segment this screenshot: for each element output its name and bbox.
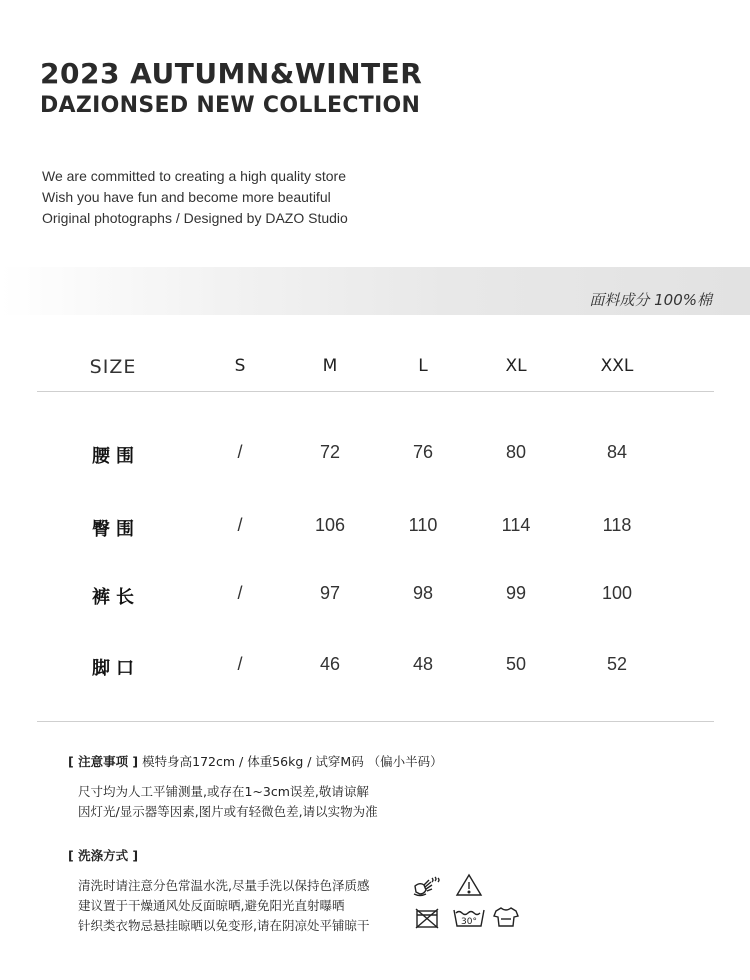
cell-value: 80 <box>505 442 527 462</box>
wash-line: 清洗时请注意分色常温水洗,尽量手洗以保持色泽质感 <box>78 878 370 893</box>
header-xxl: XXL <box>600 356 634 376</box>
cell-value: 76 <box>412 442 434 462</box>
row-label: 臀围 <box>92 519 140 540</box>
title-line-2: DAZIONSED NEW COLLECTION <box>40 93 421 118</box>
no-bleach-icon <box>414 906 440 935</box>
table-row-hem <box>37 654 714 684</box>
intro-line: Wish you have fun and become more beautiful <box>42 189 331 205</box>
row-label: 腰围 <box>92 446 140 467</box>
intro-line: We are committed to creating a high quality store <box>42 168 347 184</box>
cell-value: 98 <box>412 583 434 603</box>
wash-line: 针织类衣物忌悬挂晾晒以免变形,请在阴凉处平铺晾干 <box>78 918 370 933</box>
measure-line: 尺寸均为人工平铺测量,或存在1~3cm误差,敬请谅解 <box>78 784 369 799</box>
attention-title: [ 注意事项 ] <box>68 754 139 769</box>
cell-value: / <box>237 654 243 674</box>
size-table-header <box>37 344 714 392</box>
wash-line: 建议置于干燥通风处反面晾晒,避免阳光直射曝晒 <box>78 898 345 913</box>
cell-value: 97 <box>319 583 341 603</box>
cell-value: / <box>237 583 243 603</box>
row-label: 脚口 <box>92 658 140 679</box>
size-table <box>37 344 714 722</box>
header-size: SIZE <box>89 356 137 378</box>
cell-value: / <box>237 442 243 462</box>
cell-value: 48 <box>412 654 434 674</box>
flat-dry-icon <box>492 905 520 934</box>
header-s: S <box>234 356 246 376</box>
table-row-waist <box>37 442 714 472</box>
cell-value: 106 <box>314 515 346 535</box>
cell-value: 100 <box>601 583 633 603</box>
cell-value: 99 <box>505 583 527 603</box>
wash-temp-label: 30° <box>461 917 477 927</box>
fabric-composition: 面料成分 100%棉 <box>589 291 712 309</box>
attention-line <box>68 752 443 770</box>
cell-value: 50 <box>505 654 527 674</box>
wash-30-icon <box>452 904 486 935</box>
intro-text <box>42 166 348 229</box>
cell-value: / <box>237 515 243 535</box>
header-xl: XL <box>505 356 527 376</box>
collection-title <box>40 58 422 120</box>
header-l: L <box>418 356 428 376</box>
cell-value: 52 <box>606 654 628 674</box>
hand-wash-icon <box>412 872 442 903</box>
cell-value: 72 <box>319 442 341 462</box>
warning-icon <box>455 873 483 902</box>
title-line-1: 2023 AUTUMN&WINTER <box>40 57 423 90</box>
cell-value: 114 <box>501 515 531 535</box>
measure-line: 因灯光/显示器等因素,图片或有轻微色差,请以实物为准 <box>78 804 378 819</box>
table-row-hip <box>37 515 714 545</box>
header-m: M <box>322 356 338 376</box>
cell-value: 46 <box>319 654 341 674</box>
row-label: 裤长 <box>92 587 140 608</box>
intro-line: Original photographs / Designed by DAZO Studio <box>42 210 348 226</box>
cell-value: 118 <box>602 515 632 535</box>
cell-value: 84 <box>606 442 628 462</box>
model-info: 模特身高172cm / 体重56kg / 试穿M码 （偏小半码） <box>142 754 443 769</box>
table-row-length <box>37 583 714 613</box>
wash-title: [ 洗涤方式 ] <box>68 848 139 863</box>
size-table-body <box>37 392 714 722</box>
cell-value: 110 <box>408 515 438 535</box>
